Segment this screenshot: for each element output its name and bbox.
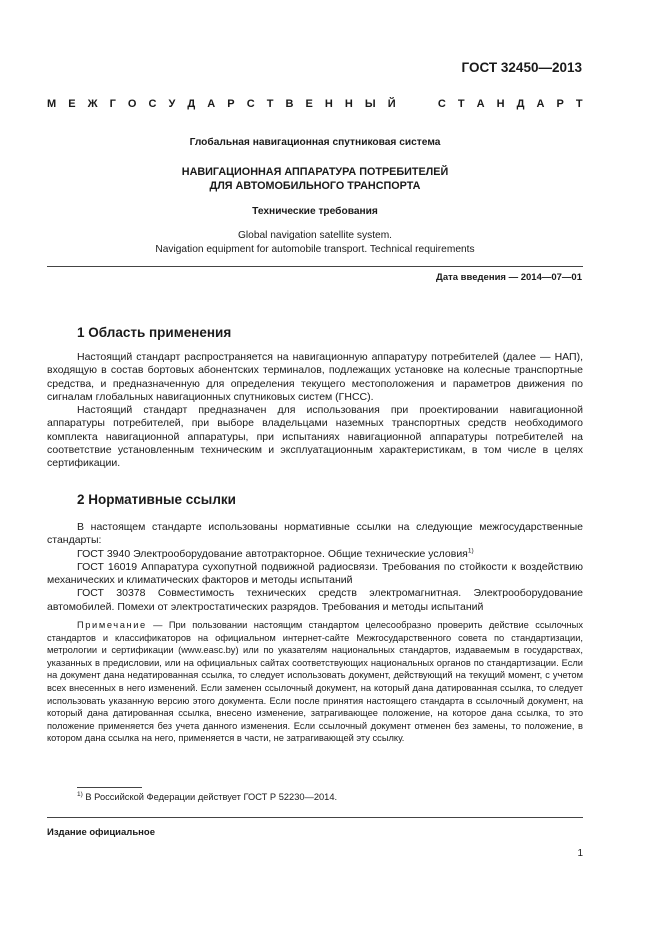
section1-paragraph2-text: Настоящий стандарт предназначен для использования при проектировании навигационной аппаратуры потребителей, при выборе владельцами наземных транспортных средств необходимого комплекта навигационной аппаратуры, при испытаниях навигационной аппаратуры потребителей на соответствие установленным техническим и эксплуатационным характеристикам, в том числе в целях сертификации. (47, 404, 583, 470)
interstate-letter: Е (68, 98, 76, 110)
interstate-letter: Т (575, 98, 583, 110)
interstate-letter: Ы (364, 98, 376, 110)
interstate-letter: А (476, 98, 485, 110)
interstate-letter: Н (496, 98, 505, 110)
note-paragraph (47, 619, 583, 745)
section2-body (47, 521, 583, 614)
reference-gost-3940 (47, 548, 583, 561)
section1-heading: 1 Область применения (77, 325, 232, 340)
note-text: — При пользовании настоящим стандартом целесообразно проверить действие ссылочных стандартов и классификаторов на официальном интернет-сайте Межгосударственного совета по стандартизации, метрологии и сертификации (www.easc.by) или по указателям национальных стандартов, издаваемым в государствах, указанных в предисловии, или на официальных сайтах соответствующих национальных органов по стандартизации. Если на документ дана недатированная ссылка, то следует использовать документ, действующий на текущий момент, с учетом всех внесенных в него изменений. Если заменен ссылочный документ, на который дана датированная ссылка, то следует использовать указанную версию этого документа. Если после принятия настоящего стандарта в ссылочный документ, на который дана датированная ссылка, внесено изменение, затрагивающее положение, на которое дана ссылка, то это положение применяется без учета данного изменения. Если ссылочный документ отменен без замены, то положение, в котором дана ссылка на него, применяется в части, не затрагивающей эту ссылку. (47, 620, 583, 744)
footnote-ref-mark: 1) (467, 547, 474, 555)
interstate-letter: Н (324, 98, 333, 110)
title-divider (47, 266, 583, 267)
section1-paragraph1-text: Настоящий стандарт распространяется на навигационную аппаратуру потребителей (далее — НАП), входящую в состав бортовых абонентских терминалов, подлежащих установке на колесные транспортные средства, и предназначенную для определения текущего местоположения и параметров движения по сигналам глобальных навигационных спутниковых систем (ГНСС). (47, 351, 583, 403)
section1-paragraph2 (47, 404, 583, 470)
section1-body (47, 351, 583, 471)
title-main (47, 166, 583, 193)
interstate-letter (408, 98, 411, 110)
gost-code: ГОСТ 32450—2013 (461, 60, 582, 75)
title-english (47, 229, 583, 256)
interstate-letter: С (437, 98, 446, 110)
interstate-letter: С (148, 98, 157, 110)
interstate-letter: С (246, 98, 255, 110)
section1-paragraph1 (47, 351, 583, 404)
interstate-standard-heading (47, 98, 583, 110)
interstate-letter: Д (516, 98, 525, 110)
interstate-letter: В (285, 98, 294, 110)
note-block (47, 619, 583, 745)
section2-paragraph1 (47, 521, 583, 548)
reference-gost-3940-text: ГОСТ 3940 Электрооборудование автотракторное. Общие технические условия (77, 547, 468, 560)
interstate-letter: М (47, 98, 57, 110)
edition-label: Издание официальное (47, 827, 155, 838)
title-main-line1: НАВИГАЦИОННАЯ АППАРАТУРА ПОТРЕБИТЕЛЕЙ (181, 166, 449, 178)
footnote-mark: 1) (77, 790, 83, 798)
title-main-line2: ДЛЯ АВТОМОБИЛЬНОГО ТРАНСПОРТА (209, 179, 421, 192)
intro-date: Дата введения — 2014—07—01 (436, 272, 582, 283)
page-number: 1 (577, 848, 583, 859)
interstate-letter: Т (457, 98, 465, 110)
title-global-system: Глобальная навигационная спутниковая система (189, 137, 441, 148)
interstate-letter (423, 98, 426, 110)
interstate-letter: Й (387, 98, 396, 110)
interstate-letter: Н (344, 98, 353, 110)
title-english-line1: Global navigation satellite system. (237, 230, 393, 241)
title-requirements: Технические требования (252, 206, 378, 217)
footer-divider (47, 817, 583, 818)
interstate-letter: А (536, 98, 545, 110)
interstate-letter: Р (556, 98, 564, 110)
reference-gost-30378-text: ГОСТ 30378 Совместимость технических средств электромагнитная. Электрооборудование автомобилей. Помехи от электростатических разрядов. Требования и методы испытаний (47, 587, 583, 613)
title-english-line2: Navigation equipment for automobile transport. Technical requirements (155, 243, 475, 255)
interstate-letter: Е (305, 98, 313, 110)
footnote-text: В Российской Федерации действует ГОСТ Р 52230—2014. (82, 792, 338, 802)
footnote-divider (77, 787, 142, 788)
note-label: Примечание (77, 620, 147, 630)
reference-gost-30378 (47, 587, 583, 614)
interstate-letter: Р (227, 98, 235, 110)
interstate-letter: У (168, 98, 176, 110)
reference-gost-16019 (47, 561, 583, 588)
interstate-letter: О (127, 98, 137, 110)
section2-paragraph1-text: В настоящем стандарте использованы нормативные ссылки на следующие межгосударственные стандарты: (47, 521, 583, 547)
footnote (77, 792, 337, 802)
interstate-letter: Д (187, 98, 196, 110)
interstate-letter: Г (109, 98, 116, 110)
interstate-letter: А (207, 98, 216, 110)
interstate-letter: Т (266, 98, 274, 110)
section2-heading: 2 Нормативные ссылки (77, 492, 236, 507)
interstate-letter: Ж (87, 98, 98, 110)
reference-gost-16019-text: ГОСТ 16019 Аппаратура сухопутной подвижной радиосвязи. Требования по стойкости к воздействию механических и климатических факторов и методы испытаний (47, 560, 583, 587)
